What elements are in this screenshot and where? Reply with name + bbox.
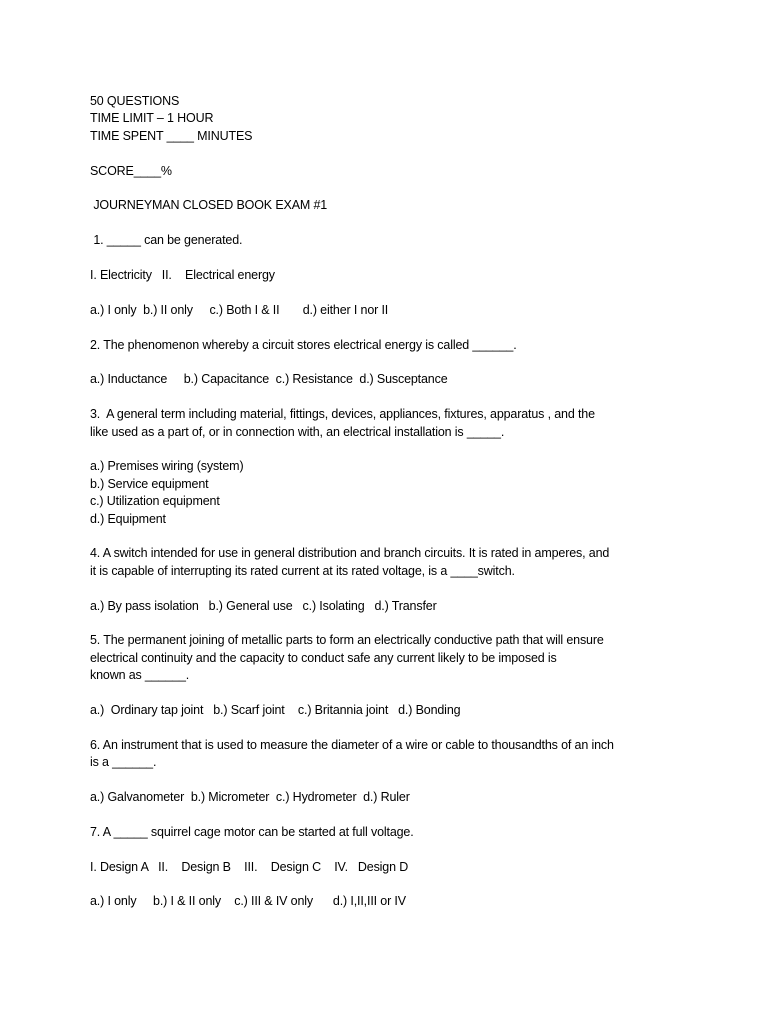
question-stem: 1. _____ can be generated.	[90, 233, 243, 248]
question-stem: like used as a part of, or in connection with, an electrical installation is _____.	[90, 424, 505, 439]
question-stem: 7. A _____ squirrel cage motor can be started at full voltage.	[90, 824, 414, 839]
question-count: 50 QUESTIONS	[90, 94, 180, 108]
question-3	[90, 406, 650, 545]
answer-options: a.) I only b.) I & II only c.) III & IV only d.) I,II,III or IV	[90, 894, 406, 909]
answer-options: a.) Ordinary tap joint b.) Scarf joint c.) Britannia joint d.) Bonding	[90, 703, 461, 718]
score-line: SCORE____%	[90, 163, 172, 178]
answer-option-a: a.) Premises wiring (system)	[90, 459, 244, 474]
question-7	[90, 824, 650, 911]
question-5	[90, 632, 650, 736]
answer-options: a.) By pass isolation b.) General use c.) Isolating d.) Transfer	[90, 598, 437, 613]
question-1	[90, 232, 650, 336]
question-stem: 2. The phenomenon whereby a circuit stores electrical energy is called ______.	[90, 337, 517, 352]
answer-option-d: d.) Equipment	[90, 511, 166, 526]
question-stem: 4. A switch intended for use in general distribution and branch circuits. It is rated in amperes, and	[90, 546, 610, 561]
question-stem: is a ______.	[90, 755, 157, 770]
question-4	[90, 545, 650, 632]
question-6	[90, 737, 650, 824]
answer-option-c: c.) Utilization equipment	[90, 494, 220, 509]
question-statements: I. Design A II. Design B III. Design C IV. Design D	[90, 859, 409, 874]
time-limit: TIME LIMIT – 1 HOUR	[90, 111, 214, 126]
answer-options: a.) Galvanometer b.) Micrometer c.) Hydrometer d.) Ruler	[90, 790, 410, 805]
question-stem: known as ______.	[90, 668, 190, 683]
answer-options: a.) I only b.) II only c.) Both I & II d.) either I nor II	[90, 302, 389, 317]
time-spent: TIME SPENT ____ MINUTES	[90, 128, 253, 143]
question-statements: I. Electricity II. Electrical energy	[90, 268, 275, 282]
answer-option-b: b.) Service equipment	[90, 476, 209, 491]
question-stem: 6. An instrument that is used to measure the diameter of a wire or cable to thousandths of an inch	[90, 737, 614, 752]
question-stem: 5. The permanent joining of metallic parts to form an electrically conductive path that will ensure	[90, 633, 604, 648]
question-stem: 3. A general term including material, fittings, devices, appliances, fixtures, apparatus , and the	[90, 407, 595, 422]
exam-title: JOURNEYMAN CLOSED BOOK EXAM #1	[90, 198, 328, 213]
exam-header	[90, 93, 650, 232]
question-stem: electrical continuity and the capacity to conduct safe any current likely to be imposed is	[90, 650, 557, 665]
question-stem: it is capable of interrupting its rated current at its rated voltage, is a ____switch.	[90, 563, 515, 578]
exam-document	[90, 93, 650, 911]
answer-options: a.) Inductance b.) Capacitance c.) Resistance d.) Susceptance	[90, 372, 448, 387]
question-2	[90, 337, 650, 407]
